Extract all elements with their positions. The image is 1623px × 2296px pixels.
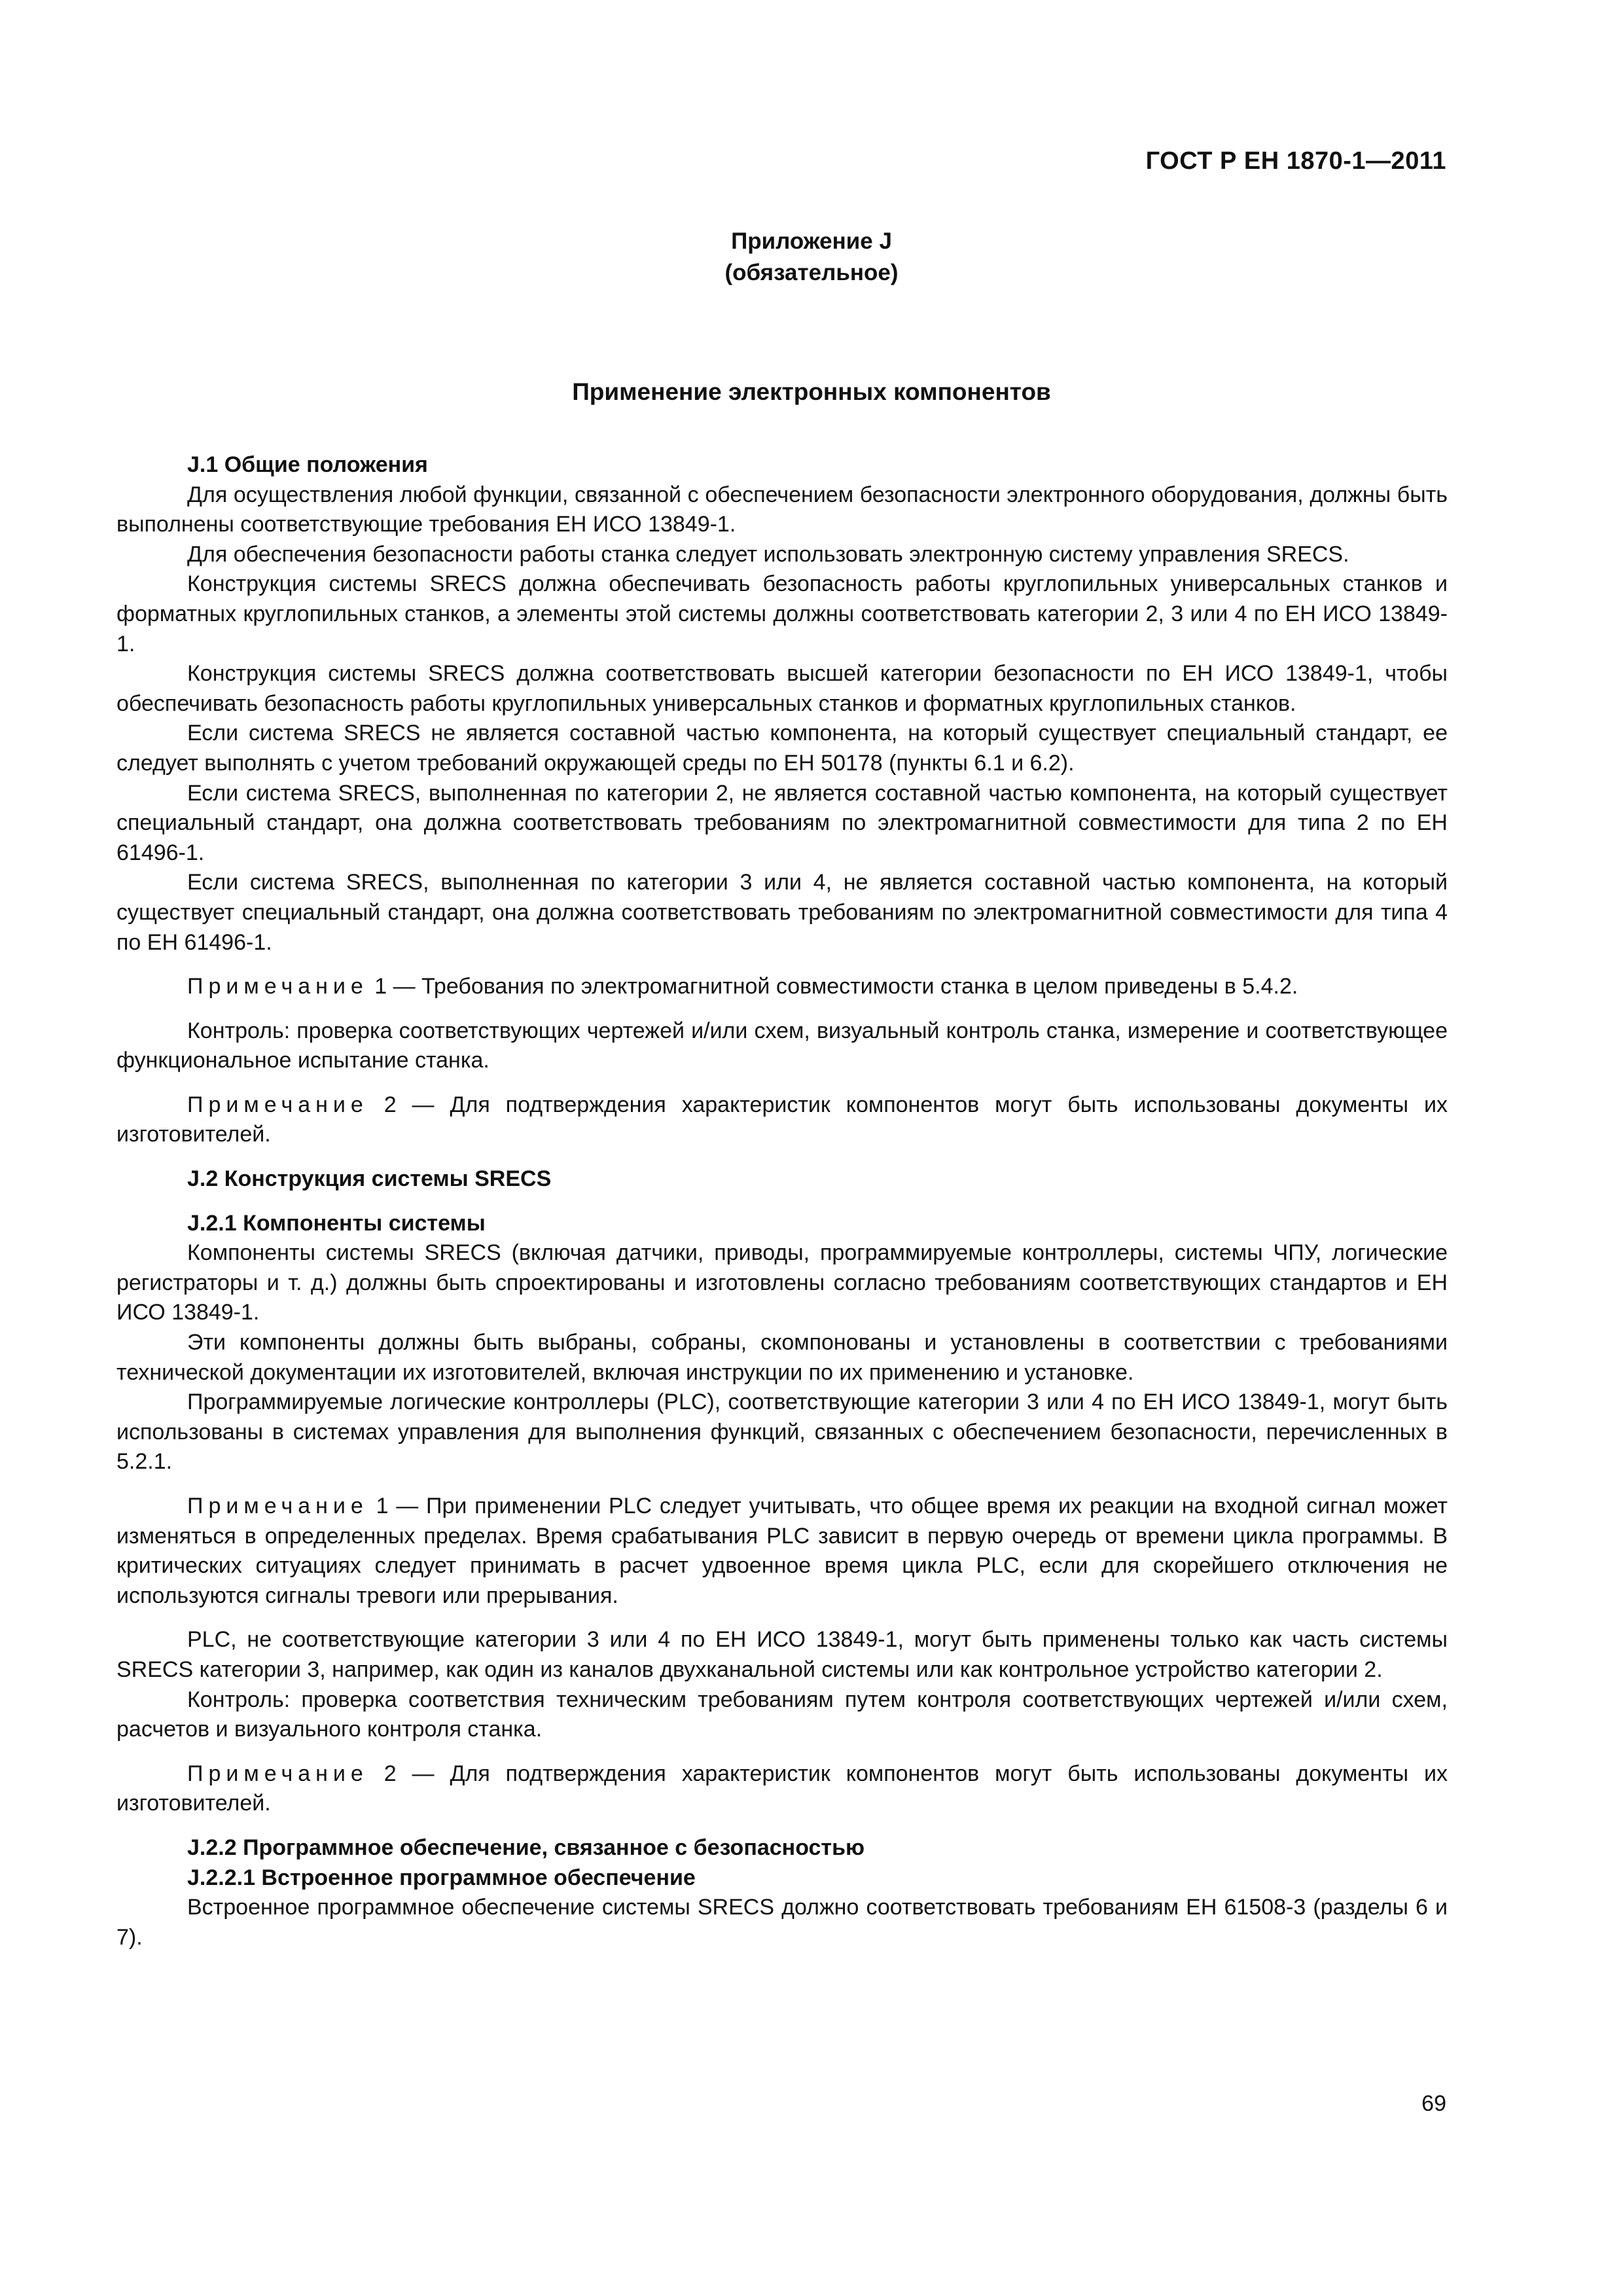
paragraph: PLC, не соответствующие категории 3 или 4 по ЕН ИСО 13849-1, могут быть применены только как часть системы SRECS категории 3, например, как один из каналов двухканальной системы или как контрольное устройство категории 2. xyxy=(116,1627,1448,1682)
note-text: 2 — Для подтверждения характеристик компонентов могут быть использованы документы их изготовителей. xyxy=(116,1092,1448,1147)
paragraph: Если система SRECS не является составной частью компонента, на который существует специальный стандарт, ее следует выполнять с учетом требований окружающей среды по ЕН 50178 (пункты 6.1 и 6.2). xyxy=(116,721,1448,776)
note-text: 2 — Для подтверждения характеристик компонентов могут быть использованы документы их изготовителей. xyxy=(116,1761,1448,1816)
section-heading-j2: J.2 Конструкция системы SRECS xyxy=(187,1166,552,1192)
note-label: Примечание xyxy=(187,974,368,999)
note xyxy=(116,972,1448,1002)
section-heading-j21: J.2.1 Компоненты системы xyxy=(187,1210,486,1236)
note-text: 1 — Требования по электромагнитной совместимости станка в целом приведены в 5.4.2. xyxy=(368,974,1298,999)
note-label: Примечание xyxy=(187,1092,368,1117)
section-heading-j22: J.2.2 Программное обеспечение, связанное с безопасностью xyxy=(187,1835,865,1860)
standard-code: ГОСТ Р ЕН 1870-1—2011 xyxy=(1145,147,1446,175)
paragraph: Контроль: проверка соответствующих чертежей и/или схем, визуальный контроль станка, измерение и соответствующее функциональное испытание станка. xyxy=(116,1018,1448,1073)
paragraph: Компоненты системы SRECS (включая датчики, приводы, программируемые контроллеры, системы ЧПУ, логические регистраторы и т. д.) должны быть спроектированы и изготовлены согласно требованиям соответствующих стандартов и ЕН ИСО 13849-1. xyxy=(116,1240,1448,1325)
page-number: 69 xyxy=(1421,2091,1446,2116)
note-text: 1 — При применении PLC следует учитывать, что общее время их реакции на входной сигнал может изменяться в определенных пределах. Время срабатывания PLC зависит в первую очередь от времени цикла программы. В критических ситуациях следует принимать в расчет удвоенное время цикла PLC, если для скорейшего отключения не используются сигналы тревоги или прерывания. xyxy=(116,1494,1448,1608)
section-heading-j1: J.1 Общие положения xyxy=(187,452,428,477)
paragraph: Контроль: проверка соответствия техническим требованиям путем контроля соответствующих чертежей и/или схем, расчетов и визуального контроля станка. xyxy=(116,1687,1448,1742)
paragraph: Для обеспечения безопасности работы станка следует использовать электронную систему управления SRECS. xyxy=(187,541,1349,567)
paragraph: Встроенное программное обеспечение системы SRECS должно соответствовать требованиям ЕН 61508-3 (разделы 6 и 7). xyxy=(116,1895,1448,1950)
paragraph: Эти компоненты должны быть выбраны, собраны, скомпонованы и установлены в соответствии с требованиями технической документации их изготовителей, включая инструкции по их применению и установке. xyxy=(116,1330,1448,1385)
note xyxy=(116,1090,1448,1150)
paragraph: Если система SRECS, выполненная по категории 3 или 4, не является составной частью компонента, на который существует специальный стандарт, она должна соответствовать требованиям по электромагнитной совместимости для типа 4 по ЕН 61496-1. xyxy=(116,870,1448,955)
paragraph: Для осуществления любой функции, связанной с обеспечением безопасности электронного оборудования, должны быть выполнены соответствующие требования ЕН ИСО 13849-1. xyxy=(116,482,1448,537)
paragraph: Если система SRECS, выполненная по категории 2, не является составной частью компонента, на который существует специальный стандарт, она должна соответствовать требованиям по электромагнитной совместимости для типа 2 по ЕН 61496-1. xyxy=(116,780,1448,865)
note-label: Примечание xyxy=(187,1494,368,1518)
document-body xyxy=(116,450,1448,1952)
paragraph: Конструкция системы SRECS должна соответствовать высшей категории безопасности по ЕН ИСО 13849-1, чтобы обеспечивать безопасность работы круглопильных универсальных станков и форматных круглопильных станков. xyxy=(116,661,1448,716)
appendix-label: Приложение J xyxy=(731,228,892,254)
page-title: Применение электронных компонентов xyxy=(572,378,1051,405)
appendix-status: (обязательное) xyxy=(724,260,899,285)
appendix-heading xyxy=(0,226,1623,289)
paragraph: Программируемые логические контроллеры (PLC), соответствующие категории 3 или 4 по ЕН ИСО 13849-1, могут быть использованы в системах управления для выполнения функций, связанных с обеспечением безопасности, перечисленных в 5.2.1. xyxy=(116,1390,1448,1475)
note-label: Примечание xyxy=(187,1761,368,1786)
paragraph: Конструкция системы SRECS должна обеспечивать безопасность работы круглопильных универсальных станков и форматных круглопильных станков, а элементы этой системы должны соответствовать категории 2, 3 или 4 по ЕН ИСО 13849-1. xyxy=(116,571,1448,656)
note xyxy=(116,1759,1448,1819)
section-heading-j221: J.2.2.1 Встроенное программное обеспечение xyxy=(187,1865,696,1890)
note xyxy=(116,1492,1448,1611)
